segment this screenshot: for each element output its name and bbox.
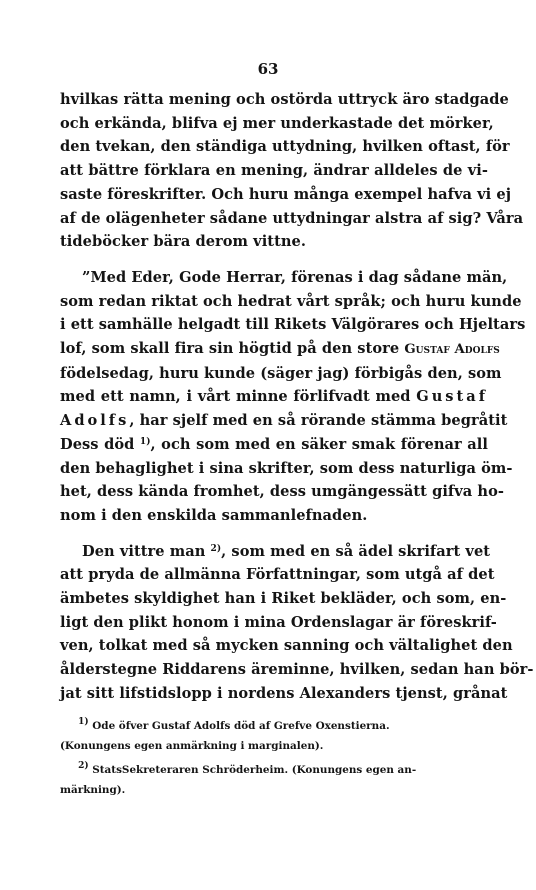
footnotes xyxy=(60,716,488,800)
text-fragment: , som med en så ädel skrifart vet xyxy=(221,542,491,560)
footnote-line xyxy=(60,716,488,736)
body-text xyxy=(60,88,534,706)
paragraph-1 xyxy=(60,88,524,254)
text-line: ålderstegne Riddarens äreminne, hvilken, sedan han bör- xyxy=(60,661,534,679)
text-line: het, dess kända fromhet, dess umgängessätt gifva ho- xyxy=(60,483,504,501)
text-line: ”Med Eder, Gode Herrar, förenas i dag sådane män, xyxy=(82,268,508,286)
text-line: ämbetes skyldighet han i Riket bekläder, och som, en- xyxy=(60,590,507,608)
text-line xyxy=(60,385,488,409)
text-line: den behaglighet i sina skrifter, som dess naturliga öm- xyxy=(60,459,513,477)
text-line xyxy=(60,337,500,362)
text-line: ven, tolkat med så mycken sanning och vältalighet den xyxy=(60,637,513,655)
paragraph-gap xyxy=(60,528,488,540)
text-fragment: lof, som skall fira sin högtid på den store xyxy=(60,340,400,358)
footnote-1 xyxy=(60,716,488,756)
text-line: af de olägenheter sådane uttydningar alstra af sig? Våra xyxy=(60,209,524,227)
text-fragment: Den vittre man xyxy=(82,542,206,560)
text-fragment: med ett namn, i vårt minne förlifvadt med xyxy=(60,388,411,406)
text-fragment: Dess död xyxy=(60,435,135,453)
footnote-line: märkning). xyxy=(60,784,126,796)
text-line: i ett samhälle helgadt till Rikets Välgörares och Hjeltars xyxy=(60,316,526,334)
spaced-name: Gustaf xyxy=(416,388,488,406)
text-line xyxy=(60,409,508,433)
text-line: och erkända, blifva ej mer underkastade det mörker, xyxy=(60,114,494,132)
paragraph-gap xyxy=(60,254,488,266)
paragraph-3 xyxy=(60,540,534,706)
spaced-name: Adolfs xyxy=(60,412,130,430)
text-line: tideböcker bära derom vittne. xyxy=(60,233,307,251)
text-line: att pryda de allmänna Författningar, som utgå af det xyxy=(60,566,495,584)
text-line: som redan riktat och hedrat vårt språk; och huru kunde xyxy=(60,292,522,310)
small-caps-name: Gustaf Adolfs xyxy=(404,342,500,358)
text-line xyxy=(60,540,491,564)
text-line: nom i den enskilda sammanlefnaden. xyxy=(60,506,368,524)
footnote-2 xyxy=(60,760,488,800)
paragraph-2 xyxy=(60,266,526,528)
text-line: födelsedag, huru kunde (säger jag) förbigås den, som xyxy=(60,364,502,382)
footnote-text: Ode öfver Gustaf Adolfs död af Grefve Oxenstierna. xyxy=(92,720,390,732)
footnote-mark[interactable]: 1) xyxy=(139,436,151,447)
footnote-number: 2) xyxy=(78,761,89,771)
text-line: jat sitt lifstidslopp i nordens Alexanders tjenst, grånat xyxy=(60,684,508,702)
footnote-number: 1) xyxy=(78,717,89,727)
footnote-line xyxy=(60,760,488,780)
text-line xyxy=(60,433,488,457)
footnote-text: StatsSekreteraren Schröderheim. (Konungens egen an- xyxy=(92,764,417,776)
footnote-line: (Konungens egen anmärkning i marginalen). xyxy=(60,740,324,752)
text-line: den tvekan, den ständiga uttydning, hvilken oftast, för xyxy=(60,138,510,156)
footnote-mark[interactable]: 2) xyxy=(210,543,222,554)
text-line: ligt den plikt honom i mina Ordenslagar är föreskrif- xyxy=(60,613,497,631)
text-line: saste föreskrifter. Och huru många exempel hafva vi ej xyxy=(60,185,512,203)
text-line: att bättre förklara en mening, ändrar alldeles de vi- xyxy=(60,162,488,180)
text-fragment: , och som med en säker smak förenar all xyxy=(150,435,488,453)
page-number: 63 xyxy=(257,60,279,78)
text-line: hvilkas rätta mening och ostörda uttryck äro stadgade xyxy=(60,91,509,108)
text-fragment: , har sjelf med en så rörande stämma begråtit xyxy=(129,412,508,430)
